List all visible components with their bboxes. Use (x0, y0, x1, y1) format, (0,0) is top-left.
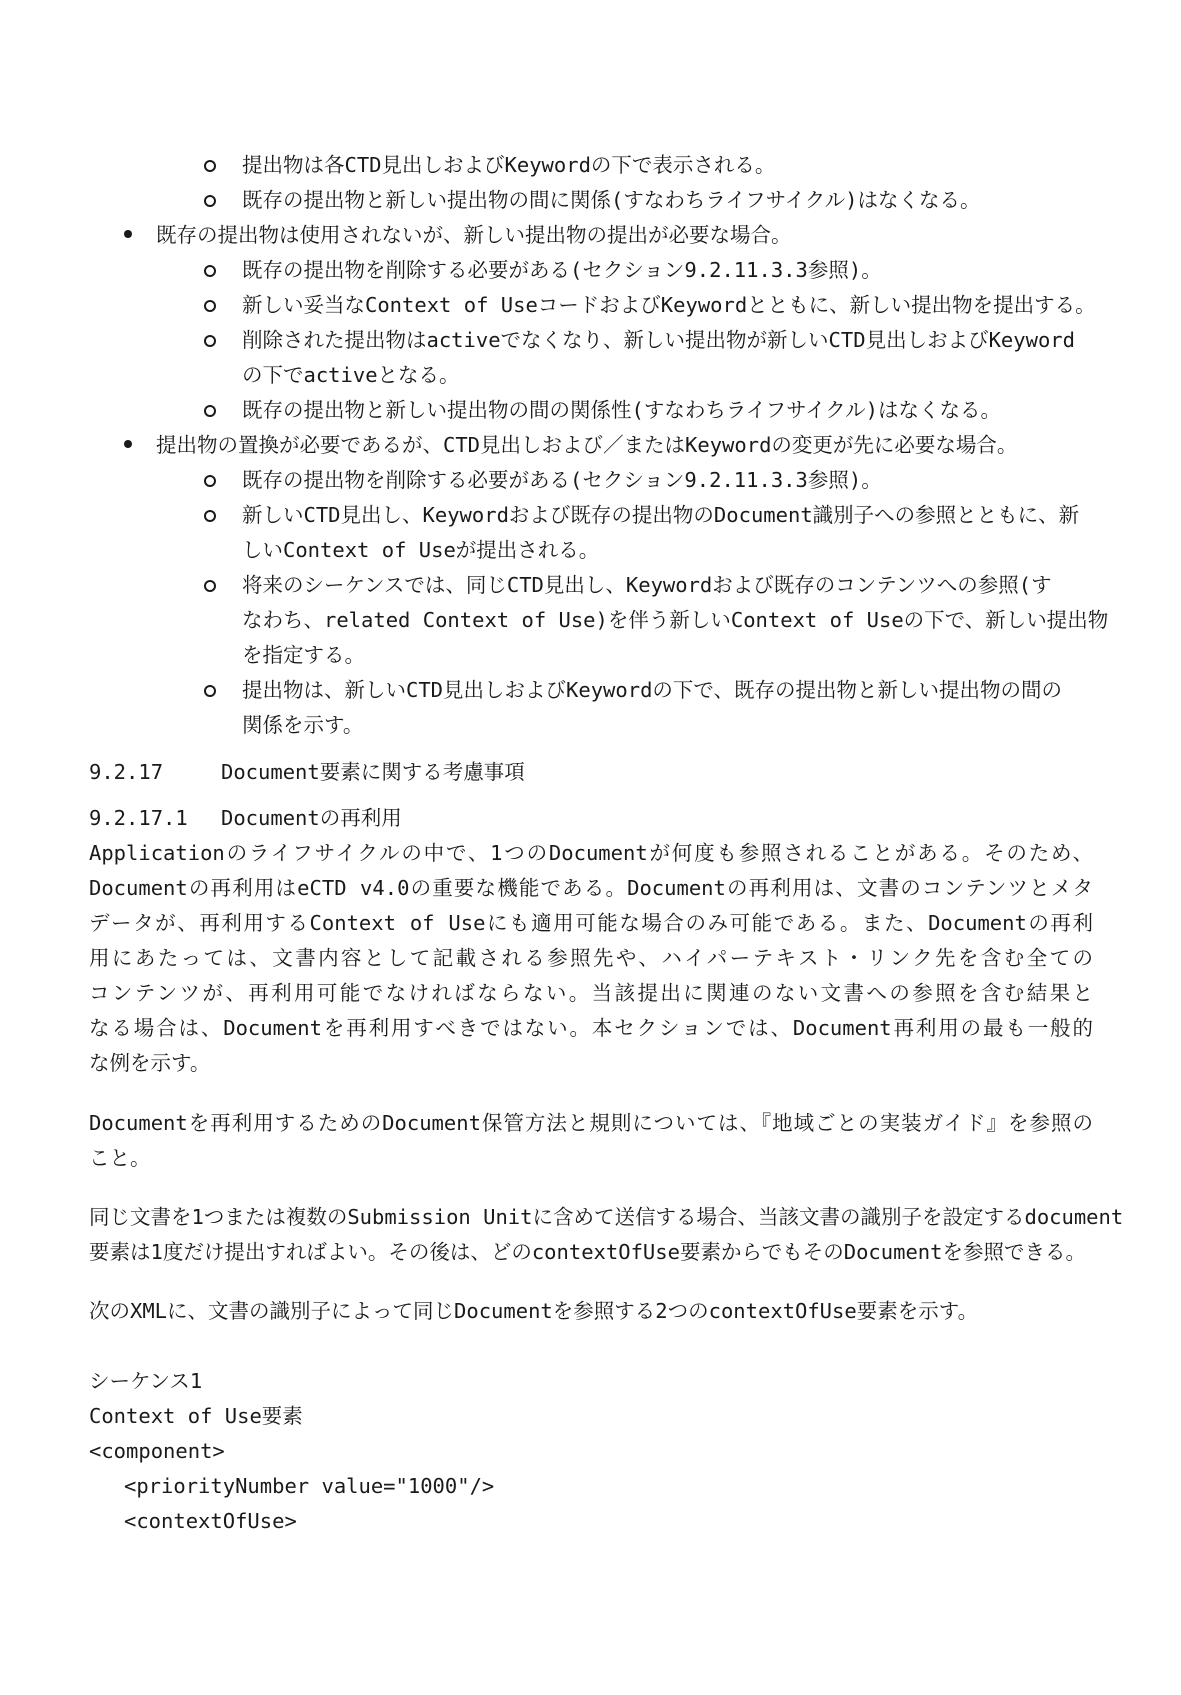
code-line: <component> (89, 1439, 225, 1463)
paragraph-line: Documentの再利用はeCTD v4.0の重要な機能である。Documentの再利用は、文書のコンテンツとメタ (89, 876, 1093, 900)
list-item: 削除された提出物はactiveでなくなり、新しい提出物が新しいCTD見出しおよびKeyword (242, 328, 1075, 352)
code-line: <priorityNumber value="1000"/> (124, 1474, 495, 1498)
bullet-icon (124, 440, 132, 448)
sub-bullet-icon (204, 580, 216, 592)
sub-bullet-icon (204, 685, 216, 697)
list-item: 新しい妥当なContext of UseコードおよびKeywordとともに、新しい提出物を提出する。 (242, 293, 1096, 317)
list-item: 既存の提出物と新しい提出物の間の関係性(すなわちライフサイクル)はなくなる。 (242, 398, 1001, 422)
sub-bullet-icon (204, 510, 216, 522)
list-item: 既存の提出物を削除する必要がある(セクション9.2.11.3.3参照)。 (242, 468, 882, 492)
list-item: 将来のシーケンスでは、同じCTD見出し、Keywordおよび既存のコンテンツへの参照(す (242, 573, 1052, 597)
code-line: シーケンス1 (89, 1369, 203, 1393)
list-item-continuation: の下でactiveとなる。 (242, 363, 460, 387)
section-number: 9.2.17 (89, 760, 164, 784)
paragraph-line: な例を示す。 (89, 1051, 211, 1075)
list-item-continuation: を指定する。 (242, 643, 365, 667)
section-title: Document要素に関する考慮事項 (221, 760, 525, 784)
sub-bullet-icon (204, 265, 216, 277)
bullet-icon (124, 230, 132, 238)
list-item: 既存の提出物と新しい提出物の間に関係(すなわちライフサイクル)はなくなる。 (242, 188, 981, 212)
sub-bullet-icon (204, 405, 216, 417)
paragraph-line: こと。 (89, 1146, 151, 1170)
code-line: Context of Use要素 (89, 1404, 303, 1428)
list-item-continuation: なわち、related Context of Use)を伴う新しいContext of Useの下で、新しい提出物 (242, 608, 1109, 632)
paragraph-line: なる場合は、Documentを再利用すべきではない。本セクションでは、Document再利用の最も一般的 (89, 1016, 1093, 1040)
code-line: <contextOfUse> (124, 1509, 297, 1533)
list-item-continuation: しいContext of Useが提出される。 (242, 538, 600, 562)
section-number: 9.2.17.1 (89, 806, 188, 830)
paragraph-line: 用にあたっては、文書内容として記載される参照先や、ハイパーテキスト・リンク先を含む全ての (89, 946, 1093, 970)
paragraph-line: Documentを再利用するためのDocument保管方法と規則については、『地域ごとの実装ガイド』を参照の (89, 1111, 1093, 1135)
list-item: 既存の提出物は使用されないが、新しい提出物の提出が必要な場合。 (156, 223, 792, 247)
paragraph-line: 次のXMLに、文書の識別子によって同じDocumentを参照する2つのcontextOfUse要素を示す。 (89, 1299, 979, 1323)
list-item: 提出物は各CTD見出しおよびKeywordの下で表示される。 (242, 153, 776, 177)
sub-bullet-icon (204, 300, 216, 312)
paragraph-line: Applicationのライフサイクルの中で、1つのDocumentが何度も参照されることがある。そのため、 (89, 841, 1093, 865)
sub-bullet-icon (204, 475, 216, 487)
sub-bullet-icon (204, 195, 216, 207)
list-item: 提出物は、新しいCTD見出しおよびKeywordの下で、既存の提出物と新しい提出物の間の (242, 678, 1063, 702)
paragraph-line: データが、再利用するContext of Useにも適用可能な場合のみ可能である。また、Documentの再利 (89, 911, 1093, 935)
list-item: 既存の提出物を削除する必要がある(セクション9.2.11.3.3参照)。 (242, 258, 882, 282)
list-item-continuation: 関係を示す。 (242, 713, 364, 737)
sub-bullet-icon (204, 160, 216, 172)
section-title: Documentの再利用 (221, 806, 402, 830)
paragraph-line: 同じ文書を1つまたは複数のSubmission Unitに含めて送信する場合、当該文書の識別子を設定するdocument (89, 1205, 1124, 1229)
paragraph-line: 要素は1度だけ提出すればよい。その後は、どのcontextOfUse要素からでもそのDocumentを参照できる。 (89, 1240, 1086, 1264)
list-item: 新しいCTD見出し、Keywordおよび既存の提出物のDocument識別子への参照とともに、新 (242, 503, 1080, 527)
paragraph-line: コンテンツが、再利用可能でなければならない。当該提出に関連のない文書への参照を含む結果と (89, 981, 1093, 1005)
list-item: 提出物の置換が必要であるが、CTD見出しおよび／またはKeywordの変更が先に必要な場合。 (156, 433, 1018, 457)
sub-bullet-icon (204, 335, 216, 347)
